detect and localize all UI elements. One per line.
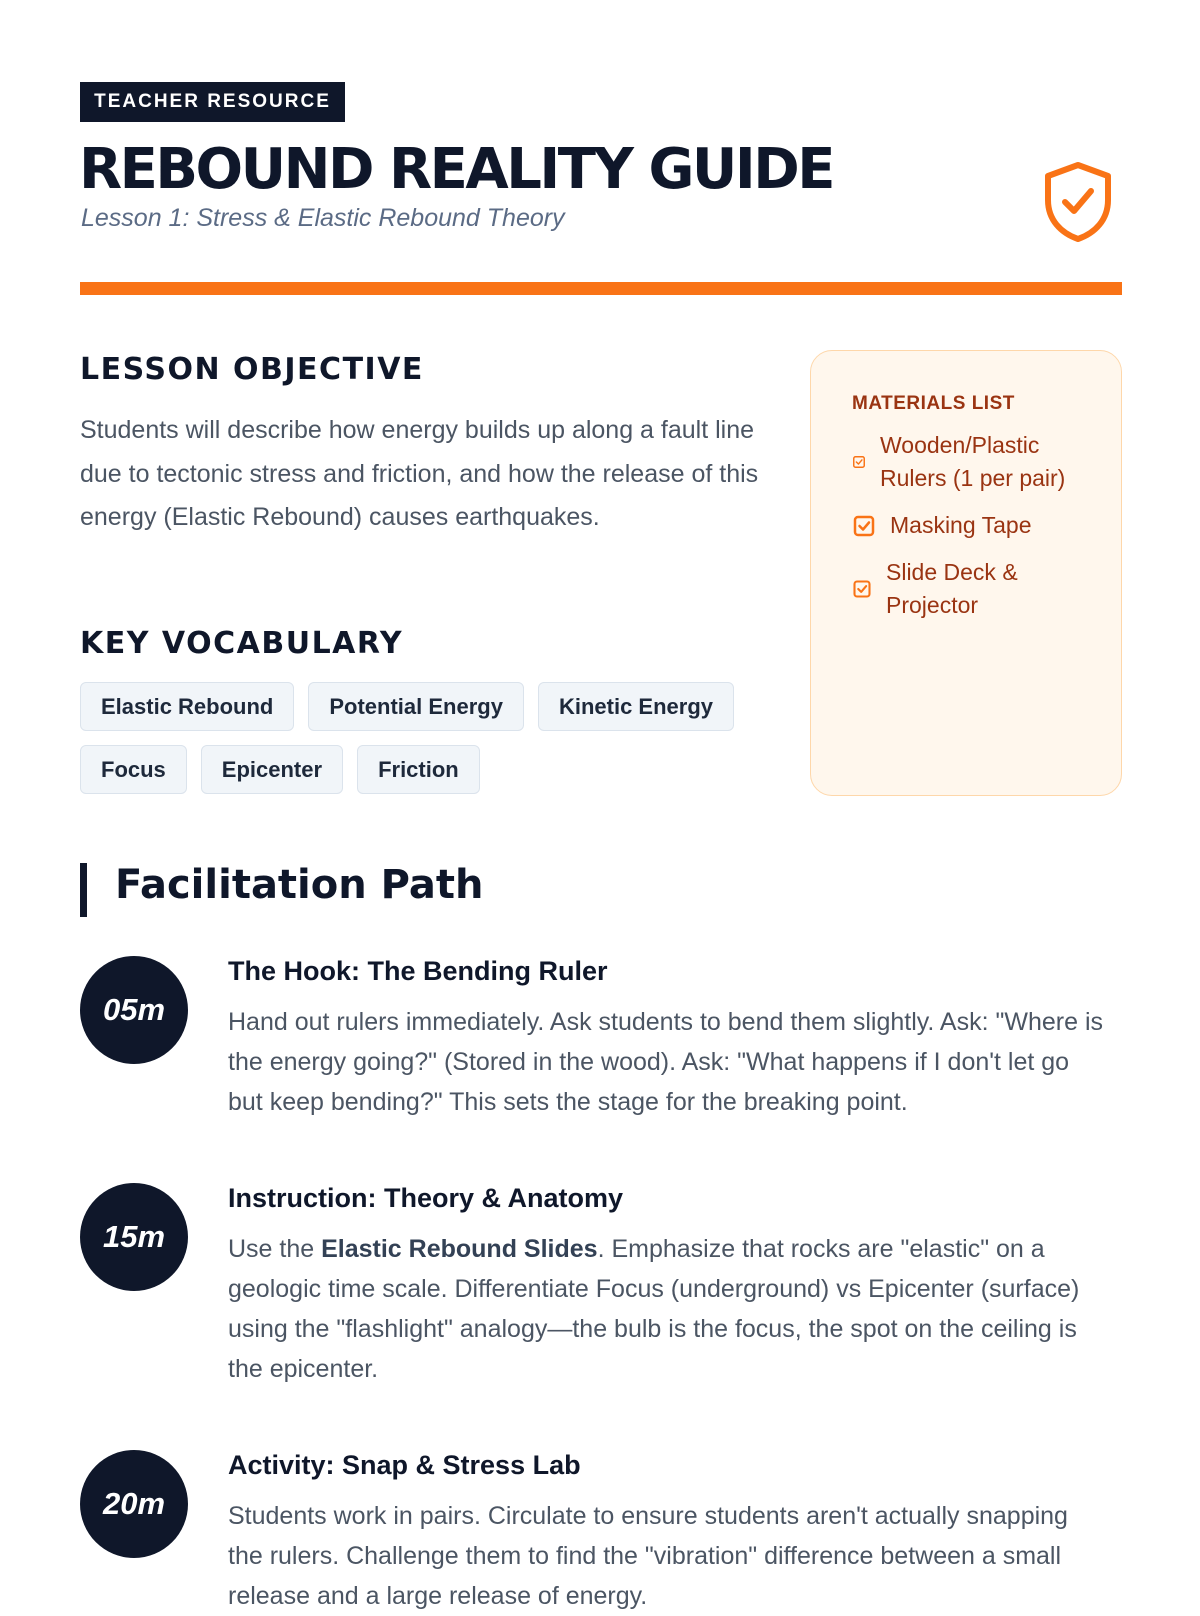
materials-item-label: Slide Deck & Projector [886,559,1018,618]
checkbox-icon [852,514,876,538]
description-emphasis: Elastic Rebound Slides [321,1235,598,1263]
step-description: Hand out rulers immediately. Ask students to bend them slightly. Ask: "Where is the energy going?" (Stored in the wood). Ask: "What happens if I don't let go but keep bending?" This sets the stage for the breaking point. [228,1008,1103,1116]
page-title: REBOUND REALITY GUIDE [79,137,833,202]
vocab-tag: Elastic Rebound [80,682,294,731]
materials-item [852,429,1091,495]
description-text: . Emphasize that rocks are "elastic" on a geologic time scale. Differentiate Focus (underground) vs Epicenter (surface) using the "flashlight" analogy—the bulb is the focus, the spot on the ceiling is the epicenter. [228,1235,1080,1383]
checkbox-icon [852,579,872,599]
vocabulary-heading: KEY VOCABULARY [80,626,404,661]
step-title: Instruction: Theory & Anatomy [228,1183,624,1213]
materials-item-label: Wooden/Plastic Rulers (1 per pair) [880,432,1066,491]
resource-badge: TEACHER RESOURCE [80,82,345,122]
step-description: Students work in pairs. Circulate to ensure students aren't actually snapping the rulers. Challenge them to find the "vibration" difference between a small release and a large release of energy. [228,1502,1068,1610]
vocab-tag: Potential Energy [308,682,524,731]
materials-card [810,350,1122,796]
vocab-tag: Friction [357,745,480,794]
checkbox-icon [852,455,866,469]
step-title: The Hook: The Bending Ruler [228,956,608,986]
shield-check-icon [1040,160,1116,244]
materials-item [852,509,1091,542]
objective-heading: LESSON OBJECTIVE [80,352,424,387]
description-text: Use the [228,1235,322,1263]
materials-item-label: Masking Tape [890,512,1032,538]
section-marker [80,863,87,917]
step-title: Activity: Snap & Stress Lab [228,1450,581,1480]
vocab-tag: Epicenter [201,745,343,794]
materials-heading: MATERIALS LIST [852,393,1015,414]
vocab-tag: Kinetic Energy [538,682,734,731]
vocabulary-tags [80,682,760,794]
lesson-subtitle: Lesson 1: Stress & Elastic Rebound Theory [81,204,565,232]
step-description [228,1229,1108,1389]
step-duration: 20m [80,1450,188,1558]
objective-text: Students will describe how energy builds up along a fault line due to tectonic stress and friction, and how the release of this energy (Elastic Rebound) causes earthquakes. [80,416,759,531]
step-duration: 15m [80,1183,188,1291]
facilitation-heading: Facilitation Path [115,862,484,908]
step-duration: 05m [80,956,188,1064]
vocab-tag: Focus [80,745,187,794]
materials-item [852,556,1091,622]
accent-divider [80,282,1122,295]
